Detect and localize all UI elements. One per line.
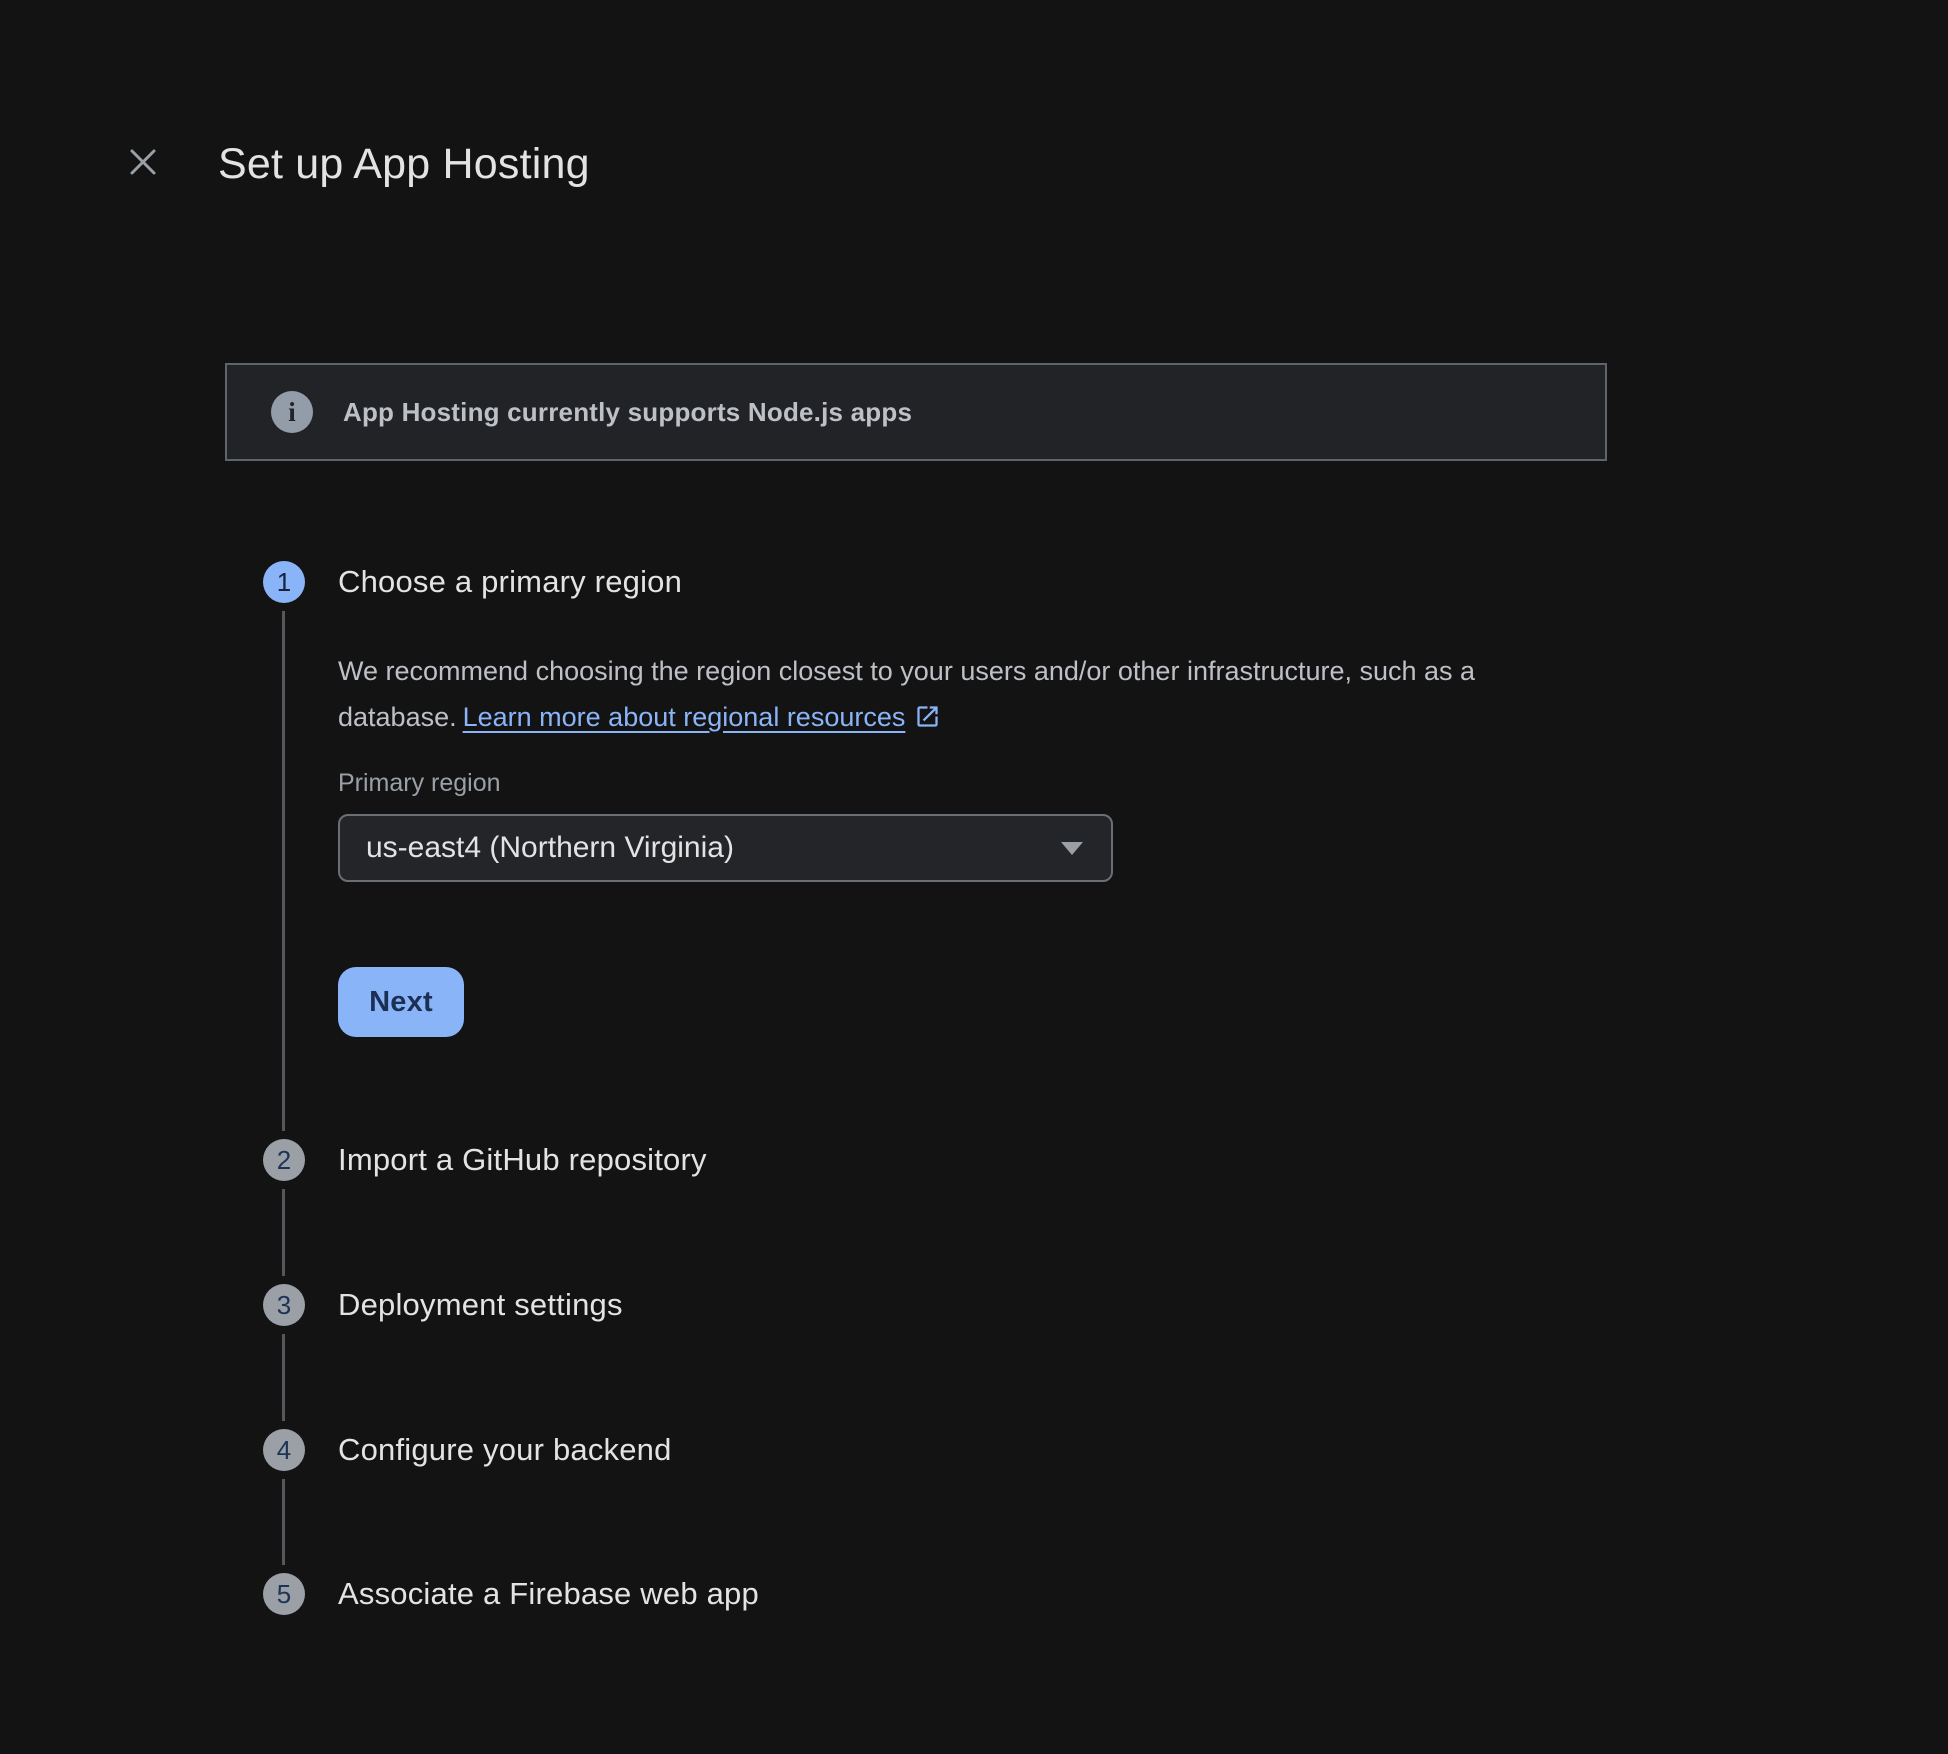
primary-region-label: Primary region: [338, 769, 501, 797]
step-connector: [282, 611, 285, 1131]
step-3-title: Deployment settings: [338, 1287, 623, 1322]
step-5-indicator: 5: [263, 1573, 305, 1615]
close-button[interactable]: [119, 138, 167, 186]
step-connector: [282, 1334, 285, 1421]
step-2-title: Import a GitHub repository: [338, 1142, 707, 1177]
step-3-indicator: 3: [263, 1284, 305, 1326]
step-1-description: [338, 648, 1638, 740]
primary-region-value: us-east4 (Northern Virginia): [366, 831, 734, 864]
primary-region-select[interactable]: [338, 814, 1113, 882]
step-1-indicator: 1: [263, 561, 305, 603]
step-connector: [282, 1479, 285, 1565]
description-text: We recommend choosing the region closest to your users and/or other infrastructure, such as a database.: [338, 656, 1476, 732]
close-icon: [128, 147, 158, 177]
dropdown-arrow-icon: [1061, 842, 1083, 855]
external-link-icon: [914, 703, 941, 730]
info-icon: i: [271, 391, 313, 433]
info-banner: [225, 363, 1607, 461]
step-connector: [282, 1189, 285, 1276]
step-1-title: Choose a primary region: [338, 564, 683, 599]
learn-more-link[interactable]: Learn more about regional resources: [463, 702, 942, 732]
step-5-title: Associate a Firebase web app: [338, 1576, 759, 1611]
step-4-indicator: 4: [263, 1429, 305, 1471]
next-button[interactable]: Next: [338, 967, 464, 1037]
page-title: Set up App Hosting: [218, 140, 590, 188]
step-4-title: Configure your backend: [338, 1432, 672, 1467]
banner-text: App Hosting currently supports Node.js apps: [343, 396, 913, 427]
step-2-indicator: 2: [263, 1139, 305, 1181]
